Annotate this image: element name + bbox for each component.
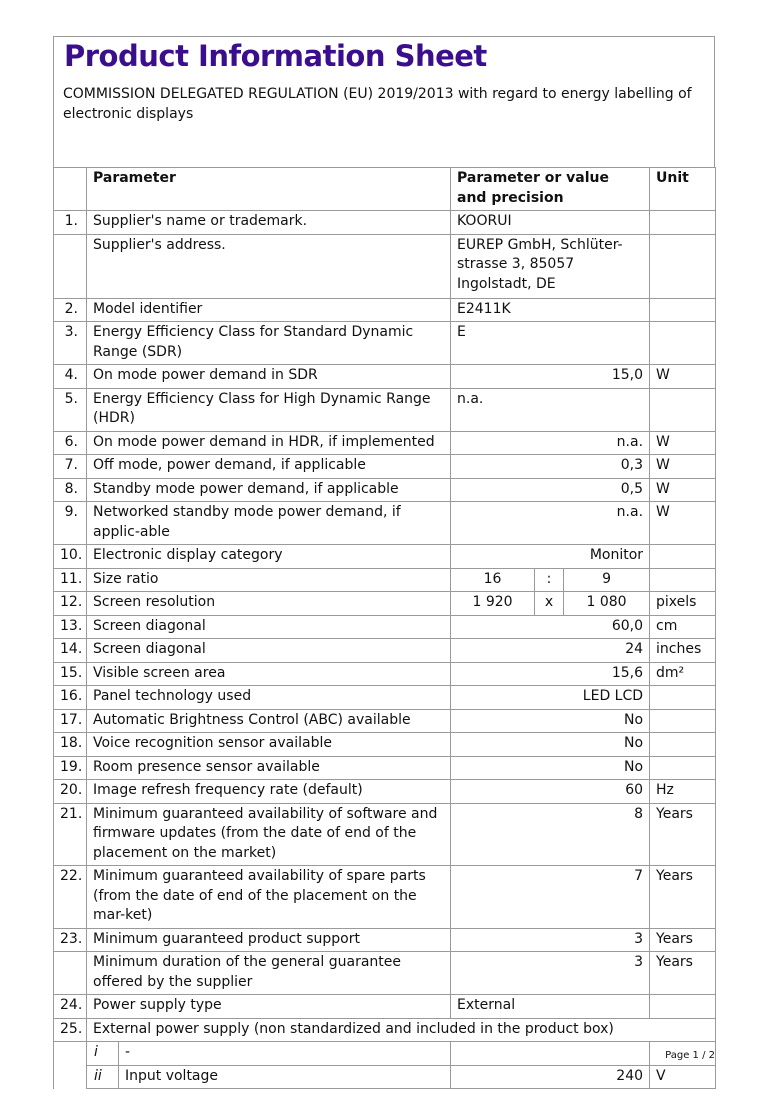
subrow-parameter: Input voltage [119, 1065, 451, 1089]
row-unit: dm² [650, 662, 716, 686]
row-parameter: Image refresh frequency rate (default) [87, 780, 451, 804]
row-number: 22. [54, 866, 87, 929]
ratio-separator: x [535, 592, 564, 616]
table-row [54, 388, 716, 431]
row-number: 17. [54, 709, 87, 733]
row-value: No [451, 709, 650, 733]
row-parameter: Visible screen area [87, 662, 451, 686]
row-number: 16. [54, 686, 87, 710]
row-parameter: Energy Efficiency Class for High Dynamic Range (HDR) [87, 388, 451, 431]
row-value: 60 [451, 780, 650, 804]
row-value: 15,6 [451, 662, 650, 686]
row-value: 60,0 [451, 615, 650, 639]
subrow-number: i [87, 1042, 119, 1066]
table-row [54, 431, 716, 455]
table-row [54, 709, 716, 733]
row-value: 8 [451, 803, 650, 866]
table-header-row [54, 168, 716, 211]
row-unit: cm [650, 615, 716, 639]
row-number: 19. [54, 756, 87, 780]
row-unit [650, 388, 716, 431]
table-row [54, 545, 716, 569]
row-value: 0,5 [451, 478, 650, 502]
table-row [54, 995, 716, 1019]
row-unit: Hz [650, 780, 716, 804]
row-value: E2411K [451, 298, 650, 322]
row-unit [650, 234, 716, 298]
row-number [54, 234, 87, 298]
table-subrow [54, 1065, 716, 1089]
parameters-table [53, 167, 716, 1089]
table-row [54, 298, 716, 322]
row-number: 15. [54, 662, 87, 686]
row-parameter: Networked standby mode power demand, if applic-able [87, 502, 451, 545]
row-parameter: External power supply (non standardized and included in the product box) [87, 1018, 716, 1042]
row-number: 2. [54, 298, 87, 322]
row-parameter: Model identifier [87, 298, 451, 322]
row-parameter: Minimum duration of the general guarantee offered by the supplier [87, 952, 451, 995]
row-unit [650, 568, 716, 592]
row-number: 25. [54, 1018, 87, 1042]
row-number: 20. [54, 780, 87, 804]
row-unit: W [650, 365, 716, 389]
regulation-subtitle: COMMISSION DELEGATED REGULATION (EU) 2019/2013 with regard to energy labelling of electronic displays [63, 86, 692, 122]
row-value: E [451, 322, 650, 365]
table-row [54, 478, 716, 502]
row-value: KOORUI [451, 211, 650, 235]
ratio-first-value: 16 [451, 568, 535, 592]
table-row [54, 502, 716, 545]
table-row [54, 928, 716, 952]
row-parameter: Screen resolution [87, 592, 451, 616]
row-value: 3 [451, 952, 650, 995]
row-unit [650, 686, 716, 710]
table-row [54, 756, 716, 780]
row-number: 10. [54, 545, 87, 569]
table-row [54, 455, 716, 479]
table-row [54, 803, 716, 866]
row-number: 23. [54, 928, 87, 952]
row-number: 14. [54, 639, 87, 663]
table-row [54, 780, 716, 804]
row-parameter: Size ratio [87, 568, 451, 592]
row-unit: Years [650, 952, 716, 995]
row-parameter: Standby mode power demand, if applicable [87, 478, 451, 502]
row-value: n.a. [451, 502, 650, 545]
row-value: 15,0 [451, 365, 650, 389]
page-number: Page 1 / 2 [665, 1050, 715, 1061]
row-number: 1. [54, 211, 87, 235]
table-row [54, 733, 716, 757]
row-value: No [451, 756, 650, 780]
row-number: 6. [54, 431, 87, 455]
table-row [54, 365, 716, 389]
subrow-indent [54, 1065, 87, 1089]
table-row [54, 639, 716, 663]
table-row [54, 1018, 716, 1042]
table-subrow [54, 1042, 716, 1066]
row-parameter: Minimum guaranteed product support [87, 928, 451, 952]
row-unit: Years [650, 928, 716, 952]
row-parameter: Panel technology used [87, 686, 451, 710]
subrow-indent [54, 1042, 87, 1066]
subrow-value: 240 [451, 1065, 650, 1089]
header-value: Parameter or value and precision [451, 168, 650, 211]
table-row [54, 322, 716, 365]
row-parameter: Energy Efficiency Class for Standard Dynamic Range (SDR) [87, 322, 451, 365]
ratio-first-value: 1 920 [451, 592, 535, 616]
row-unit: W [650, 431, 716, 455]
row-number: 18. [54, 733, 87, 757]
row-parameter: Off mode, power demand, if applicable [87, 455, 451, 479]
row-value: LED LCD [451, 686, 650, 710]
row-number: 7. [54, 455, 87, 479]
table-row [54, 592, 716, 616]
table-row [54, 568, 716, 592]
row-value: 7 [451, 866, 650, 929]
row-number: 24. [54, 995, 87, 1019]
row-parameter: Room presence sensor available [87, 756, 451, 780]
subrow-value [451, 1042, 650, 1066]
row-number: 5. [54, 388, 87, 431]
row-value: External [451, 995, 650, 1019]
ratio-second-value: 1 080 [564, 592, 650, 616]
row-value: n.a. [451, 388, 650, 431]
row-unit [650, 756, 716, 780]
row-unit [650, 545, 716, 569]
row-parameter: Screen diagonal [87, 639, 451, 663]
row-value: 24 [451, 639, 650, 663]
subrow-number: ii [87, 1065, 119, 1089]
row-unit [650, 995, 716, 1019]
row-number: 4. [54, 365, 87, 389]
row-unit: pixels [650, 592, 716, 616]
row-value: EUREP GmbH, Schlüter-strasse 3, 85057 Ingolstadt, DE [451, 234, 650, 298]
row-parameter: Supplier's address. [87, 234, 451, 298]
row-value: 0,3 [451, 455, 650, 479]
row-value: No [451, 733, 650, 757]
table-row [54, 211, 716, 235]
row-number [54, 952, 87, 995]
row-value: n.a. [451, 431, 650, 455]
row-unit [650, 733, 716, 757]
ratio-separator: : [535, 568, 564, 592]
row-number: 3. [54, 322, 87, 365]
table-row [54, 662, 716, 686]
header-parameter: Parameter [87, 168, 451, 211]
row-number: 12. [54, 592, 87, 616]
table-row [54, 234, 716, 298]
row-unit: W [650, 455, 716, 479]
subtitle-box [53, 80, 715, 167]
row-parameter: Minimum guaranteed availability of spare parts (from the date of end of the placement on the mar-ket) [87, 866, 451, 929]
row-unit [650, 709, 716, 733]
page-title: Product Information Sheet [64, 39, 487, 73]
row-parameter: On mode power demand in SDR [87, 365, 451, 389]
row-unit: inches [650, 639, 716, 663]
row-parameter: Minimum guaranteed availability of software and firmware updates (from the date of end of the placement on the market) [87, 803, 451, 866]
row-unit [650, 211, 716, 235]
row-parameter: Voice recognition sensor available [87, 733, 451, 757]
row-number: 8. [54, 478, 87, 502]
row-unit: Years [650, 803, 716, 866]
subrow-unit: V [650, 1065, 716, 1089]
row-unit: W [650, 502, 716, 545]
row-number: 9. [54, 502, 87, 545]
title-box [53, 36, 715, 80]
row-unit: W [650, 478, 716, 502]
product-information-sheet [53, 36, 715, 1084]
row-parameter: Screen diagonal [87, 615, 451, 639]
row-unit [650, 322, 716, 365]
row-value: Monitor [451, 545, 650, 569]
table-row [54, 866, 716, 929]
row-parameter: On mode power demand in HDR, if implemented [87, 431, 451, 455]
table-row [54, 615, 716, 639]
row-unit [650, 298, 716, 322]
row-parameter: Automatic Brightness Control (ABC) available [87, 709, 451, 733]
table-row [54, 952, 716, 995]
table-row [54, 686, 716, 710]
row-parameter: Supplier's name or trademark. [87, 211, 451, 235]
row-value: 3 [451, 928, 650, 952]
subrow-parameter: - [119, 1042, 451, 1066]
header-num-cell [54, 168, 87, 211]
header-unit: Unit [650, 168, 716, 211]
row-number: 13. [54, 615, 87, 639]
row-unit: Years [650, 866, 716, 929]
row-parameter: Power supply type [87, 995, 451, 1019]
row-number: 11. [54, 568, 87, 592]
row-number: 21. [54, 803, 87, 866]
row-parameter: Electronic display category [87, 545, 451, 569]
ratio-second-value: 9 [564, 568, 650, 592]
